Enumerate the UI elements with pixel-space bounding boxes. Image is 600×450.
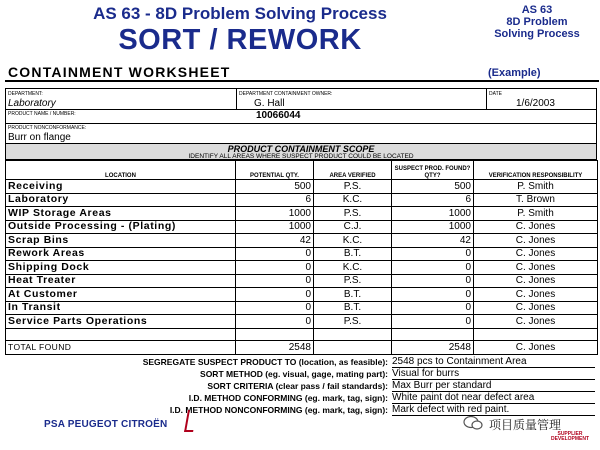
area-verified-cell: C.J. xyxy=(314,220,392,234)
containment-table xyxy=(5,160,598,355)
date-value: 1/6/2003 xyxy=(516,98,555,109)
chat-bubble-icon xyxy=(463,416,483,430)
responsibility-cell: C. Jones xyxy=(474,274,598,288)
suspect-found-cell: 0 xyxy=(392,261,474,275)
empty-cell xyxy=(474,328,598,340)
suspect-found-cell: 0 xyxy=(392,301,474,315)
column-header: AREA VERIFIED xyxy=(314,161,392,180)
nonconformance-label: PRODUCT NONCONFORMANCE: xyxy=(8,125,87,131)
responsibility-cell: P. Smith xyxy=(474,180,598,194)
potential-qty-cell: 500 xyxy=(236,180,314,194)
segregate-value: Visual for burrs xyxy=(392,368,595,380)
scope-subheading: IDENTIFY ALL AREAS WHERE SUSPECT PRODUCT COULD BE LOCATED xyxy=(188,153,414,160)
suspect-found-cell: 500 xyxy=(392,180,474,194)
title-divider xyxy=(5,80,599,82)
table-row xyxy=(6,180,598,194)
example-label: (Example) xyxy=(488,67,541,79)
table-row xyxy=(6,261,598,275)
divider xyxy=(236,89,237,109)
table-row xyxy=(6,193,598,207)
area-verified-cell: B.T. xyxy=(314,247,392,261)
responsibility-cell: C. Jones xyxy=(474,234,598,248)
table-row xyxy=(6,247,598,261)
table-row xyxy=(6,301,598,315)
location-cell: Heat Treater xyxy=(6,274,236,288)
location-cell: Receiving xyxy=(6,180,236,194)
potential-qty-cell: 1000 xyxy=(236,207,314,221)
corner-title xyxy=(482,4,592,40)
supplier-line-2: DEVELOPMENT xyxy=(550,436,590,442)
location-cell: Laboratory xyxy=(6,193,236,207)
owner-value: G. Hall xyxy=(254,98,285,109)
location-cell: Service Parts Operations xyxy=(6,315,236,329)
responsibility-cell: C. Jones xyxy=(474,301,598,315)
segregate-value: Max Burr per standard xyxy=(392,380,595,392)
segregate-label: SORT CRITERIA (clear pass / fail standards): xyxy=(207,381,388,391)
suspect-found-cell: 6 xyxy=(392,193,474,207)
column-header: VERIFICATION RESPONSIBILITY xyxy=(474,161,598,180)
table-row xyxy=(6,274,598,288)
suspect-found-cell: 1000 xyxy=(392,220,474,234)
suspect-found-cell: 0 xyxy=(392,274,474,288)
blank-row xyxy=(6,328,598,340)
corner-line-3: Solving Process xyxy=(494,28,580,40)
empty-cell xyxy=(236,328,314,340)
suspect-found-cell: 1000 xyxy=(392,207,474,221)
location-cell: Scrap Bins xyxy=(6,234,236,248)
supplier-line-1: SUPPLIER xyxy=(557,431,583,437)
total-responsibility: C. Jones xyxy=(474,340,598,354)
scope-heading: PRODUCT CONTAINMENT SCOPE xyxy=(227,144,375,154)
corner-line-2: 8D Problem xyxy=(506,16,568,28)
suspect-found-cell: 0 xyxy=(392,315,474,329)
segregate-label: SORT METHOD (eg. visual, gage, mating part): xyxy=(200,369,388,379)
nonconformance-value: Burr on flange xyxy=(8,132,71,143)
location-cell: Rework Areas xyxy=(6,247,236,261)
worksheet-title: CONTAINMENT WORKSHEET xyxy=(8,64,231,80)
area-verified-cell: K.C. xyxy=(314,261,392,275)
area-verified-cell: P.S. xyxy=(314,207,392,221)
area-verified-cell: B.T. xyxy=(314,301,392,315)
potential-qty-cell: 0 xyxy=(236,301,314,315)
product-value: 10066044 xyxy=(256,110,301,121)
potential-qty-cell: 0 xyxy=(236,247,314,261)
potential-qty-cell: 6 xyxy=(236,193,314,207)
divider xyxy=(6,109,596,110)
divider xyxy=(6,123,596,124)
responsibility-cell: T. Brown xyxy=(474,193,598,207)
date-label: DATE xyxy=(489,91,502,97)
table-row xyxy=(6,288,598,302)
total-row xyxy=(6,340,598,354)
area-verified-cell: P.S. xyxy=(314,274,392,288)
column-header: POTENTIAL QTY. xyxy=(236,161,314,180)
psa-logo: PSA PEUGEOT CITROËN xyxy=(44,419,168,430)
potential-qty-cell: 0 xyxy=(236,315,314,329)
column-header: SUSPECT PROD. FOUND? QTY? xyxy=(392,161,474,180)
page-title: SORT / REWORK xyxy=(118,24,362,56)
potential-qty-cell: 0 xyxy=(236,261,314,275)
info-block xyxy=(5,88,597,144)
table-row xyxy=(6,315,598,329)
department-value: Laboratory xyxy=(8,98,56,109)
empty-cell xyxy=(314,328,392,340)
area-verified-cell: P.S. xyxy=(314,315,392,329)
segregate-value: 2548 pcs to Containment Area xyxy=(392,356,595,368)
area-verified-cell: P.S. xyxy=(314,180,392,194)
table-row xyxy=(6,234,598,248)
divider xyxy=(486,89,487,109)
area-verified-cell: K.C. xyxy=(314,193,392,207)
responsibility-cell: C. Jones xyxy=(474,247,598,261)
location-cell: Shipping Dock xyxy=(6,261,236,275)
responsibility-cell: C. Jones xyxy=(474,220,598,234)
suspect-found-cell: 42 xyxy=(392,234,474,248)
segregate-label: SEGREGATE SUSPECT PRODUCT TO (location, as feasible): xyxy=(142,357,388,367)
owner-label: DEPARTMENT CONTAINMENT OWNER: xyxy=(239,91,333,97)
responsibility-cell: P. Smith xyxy=(474,207,598,221)
responsibility-cell: C. Jones xyxy=(474,288,598,302)
potential-qty-cell: 0 xyxy=(236,274,314,288)
suspect-found-cell: 0 xyxy=(392,247,474,261)
potential-qty-cell: 1000 xyxy=(236,220,314,234)
title-line-1: AS 63 - 8D Problem Solving Process xyxy=(93,4,387,23)
empty-cell xyxy=(392,328,474,340)
location-cell: Outside Processing - (Plating) xyxy=(6,220,236,234)
responsibility-cell: C. Jones xyxy=(474,261,598,275)
total-label: TOTAL FOUND xyxy=(6,340,236,354)
supplier-development-logo xyxy=(548,432,592,442)
area-verified-cell: B.T. xyxy=(314,288,392,302)
column-header: LOCATION xyxy=(6,161,236,180)
responsibility-cell: C. Jones xyxy=(474,315,598,329)
empty-cell xyxy=(6,328,236,340)
total-qty: 2548 xyxy=(236,340,314,354)
empty-cell xyxy=(314,340,392,354)
area-verified-cell: K.C. xyxy=(314,234,392,248)
segregate-label: I.D. METHOD NONCONFORMING (eg. mark, tag, sign): xyxy=(169,405,388,415)
suspect-found-cell: 0 xyxy=(392,288,474,302)
department-label: DEPARTMENT: xyxy=(8,91,43,97)
product-label: PRODUCT NAME / NUMBER: xyxy=(8,111,76,117)
scope-header xyxy=(5,144,597,160)
segregate-label: I.D. METHOD CONFORMING (eg. mark, tag, sign): xyxy=(188,393,388,403)
corner-line-1: AS 63 xyxy=(521,4,553,16)
segregate-value: Mark defect with red paint. xyxy=(392,404,595,416)
watermark-text: 项目质量管理 xyxy=(489,418,562,432)
segregate-value: White paint dot near defect area xyxy=(392,392,595,404)
location-cell: At Customer xyxy=(6,288,236,302)
location-cell: WIP Storage Areas xyxy=(6,207,236,221)
table-row xyxy=(6,220,598,234)
total-found: 2548 xyxy=(392,340,474,354)
table-row xyxy=(6,207,598,221)
potential-qty-cell: 42 xyxy=(236,234,314,248)
table-header-row xyxy=(6,161,598,180)
location-cell: In Transit xyxy=(6,301,236,315)
potential-qty-cell: 0 xyxy=(236,288,314,302)
